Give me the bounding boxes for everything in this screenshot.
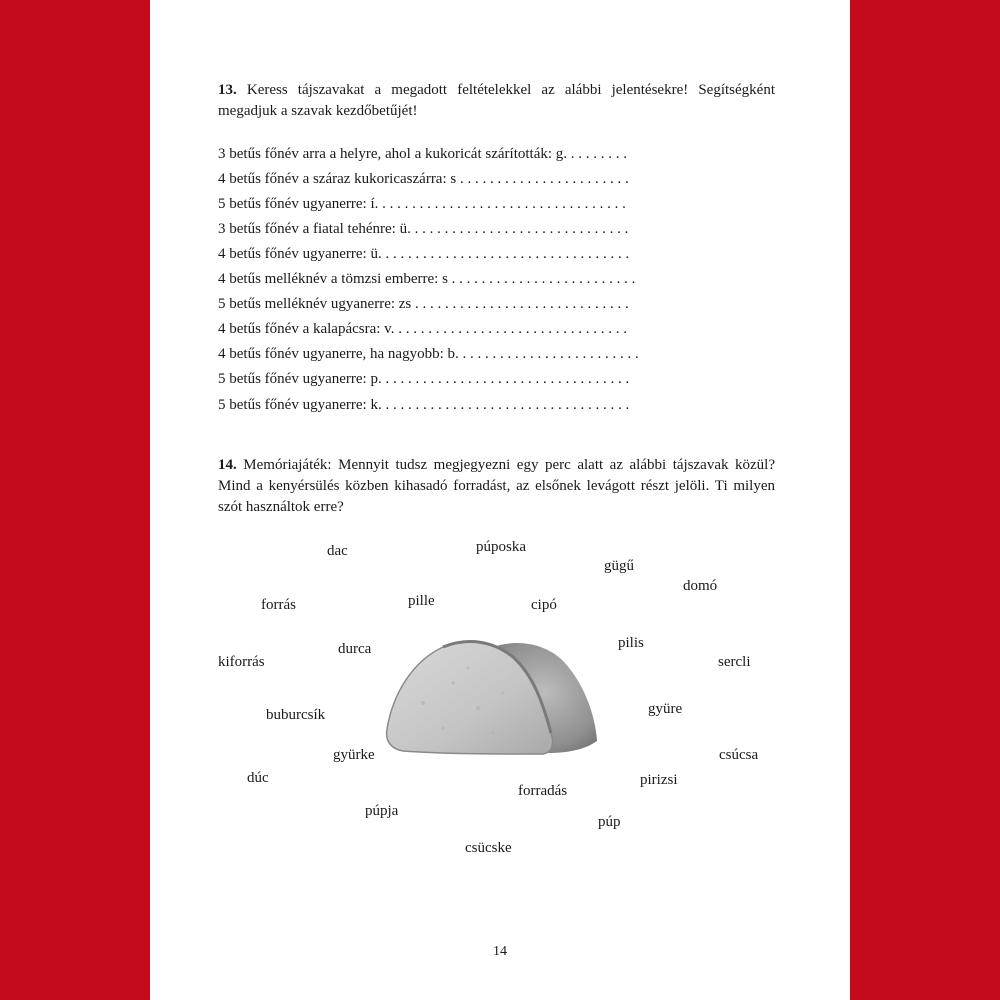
word-pirizsi: pirizsi: [640, 772, 678, 788]
word-kiforras: kiforrás: [218, 654, 265, 670]
exercise-13-item: 3 betűs főnév a fiatal tehénre: ü. . . . . . . . . . . . . . . . . . . . . . . . . . . . . .: [218, 221, 629, 237]
word-dac: dac: [327, 543, 348, 559]
word-csucsa: csúcsa: [719, 747, 759, 763]
exercise-13-item: 4 betűs főnév ugyanerre: ü. . . . . . . . . . . . . . . . . . . . . . . . . . . . . . . . . .: [218, 246, 630, 262]
word-gyurke: gyürke: [333, 747, 375, 763]
word-forras: forrás: [261, 597, 296, 613]
exercise-13-item: 5 betűs főnév ugyanerre: k. . . . . . . . . . . . . . . . . . . . . . . . . . . . . . . . . .: [218, 397, 630, 413]
word-buburcsik: buburcsík: [266, 707, 326, 723]
word-duc: dúc: [247, 770, 269, 786]
exercise-13-prompt: [218, 80, 775, 122]
exercise-13-text: Keress tájszavakat a megadott feltételekkel az alábbi jelentésekre! Segítségként megadjuk a szavak kezdőbetűjét!: [218, 82, 775, 119]
word-forradas: forradás: [518, 783, 568, 799]
exercise-13-item: 5 betűs főnév ugyanerre: p. . . . . . . . . . . . . . . . . . . . . . . . . . . . . . . . . .: [218, 371, 630, 387]
exercise-13-number: 13.: [218, 82, 237, 98]
word-durca: durca: [338, 641, 372, 657]
word-cipo: cipó: [531, 597, 557, 613]
word-gyure: gyüre: [648, 701, 683, 717]
exercise-13-item: 4 betűs főnév a kalapácsra: v. . . . . . . . . . . . . . . . . . . . . . . . . . . . . . . .: [218, 321, 627, 337]
word-puposka: púposka: [476, 539, 526, 555]
word-pup: púp: [598, 814, 621, 830]
word-gugu: gügű: [604, 558, 634, 574]
exercise-13-item: 4 betűs főnév a száraz kukoricaszárra: s . . . . . . . . . . . . . . . . . . . . . . .: [218, 171, 629, 187]
exercise-13-item: 3 betűs főnév arra a helyre, ahol a kukoricát szárították: g. . . . . . . . .: [218, 146, 628, 162]
word-sercli: sercli: [718, 654, 751, 670]
exercise-14-number: 14.: [218, 457, 237, 473]
exercise-13-item: 5 betűs melléknév ugyanerre: zs . . . . . . . . . . . . . . . . . . . . . . . . . . . . .: [218, 296, 629, 312]
word-domo: domó: [683, 578, 718, 594]
exercise-13-item: 4 betűs melléknév a tömzsi emberre: s . . . . . . . . . . . . . . . . . . . . . . . . .: [218, 271, 636, 287]
exercise-13-item: 4 betűs főnév ugyanerre, ha nagyobb: b. . . . . . . . . . . . . . . . . . . . . . . . .: [218, 346, 639, 362]
page-number: 14: [493, 944, 507, 959]
word-pilis: pilis: [618, 635, 644, 651]
word-pille: pille: [408, 593, 435, 609]
bread-loaf-image: [383, 633, 599, 755]
exercise-14-text: Memóriajáték: Mennyit tudsz megjegyezni egy perc alatt az alábbi tájszavak közül? Mind a kenyérsülés közben kihasadó forradást, az elsőnek levágott részt jelöli. Ti milyen szót használtok erre?: [218, 457, 776, 515]
exercise-14-prompt: [218, 455, 775, 518]
exercise-13-item: 5 betűs főnév ugyanerre: í. . . . . . . . . . . . . . . . . . . . . . . . . . . . . . . . . .: [218, 196, 626, 212]
word-csucske: csücske: [465, 840, 512, 856]
word-pupja: púpja: [365, 803, 399, 819]
